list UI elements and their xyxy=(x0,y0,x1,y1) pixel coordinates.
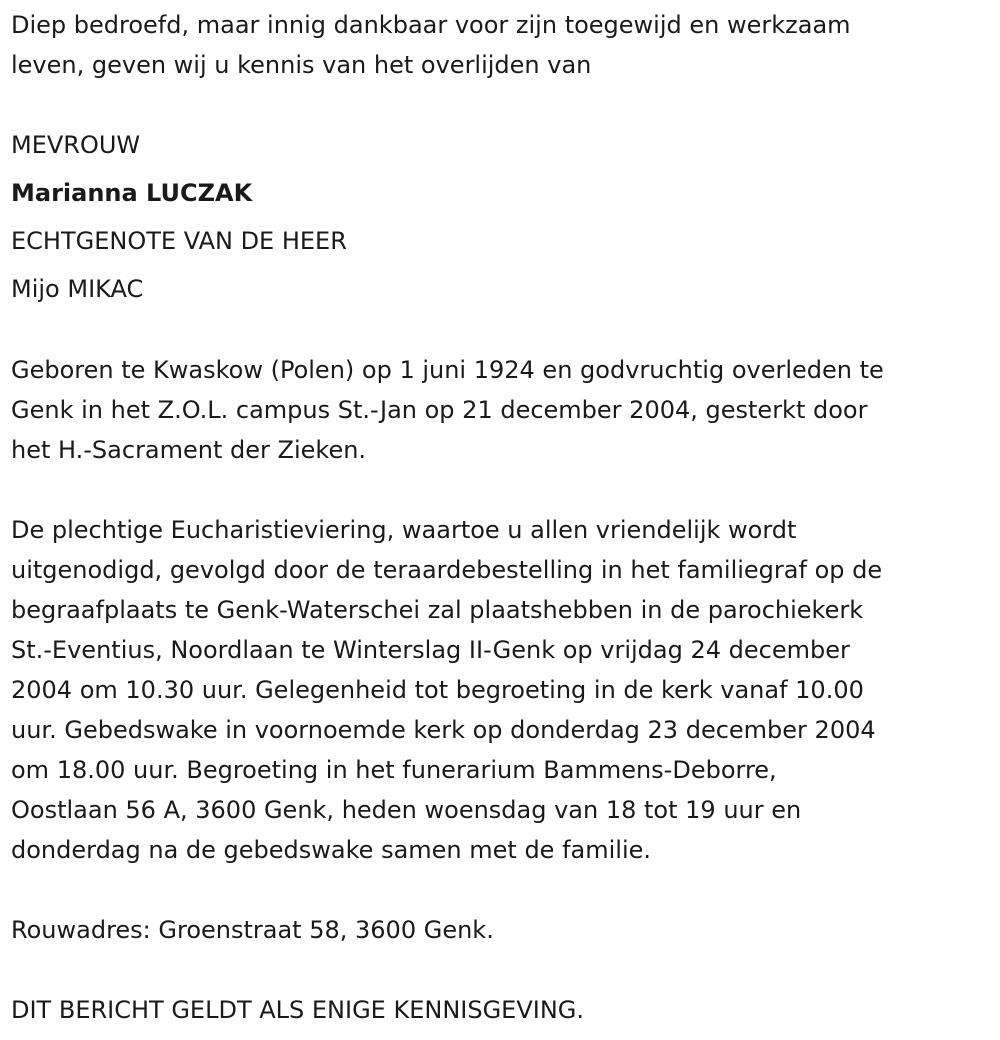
sole-notice: DIT BERICHT GELDT ALS ENIGE KENNISGEVING. xyxy=(11,996,585,1024)
ceremony-line-6: uur. Gebedswake in voornoemde kerk op donderdag 23 december 2004 xyxy=(11,716,876,744)
intro-line-2: leven, geven wij u kennis van het overlijden van xyxy=(11,51,592,79)
ceremony-line-8: Oostlaan 56 A, 3600 Genk, heden woensdag van 18 tot 19 uur en xyxy=(11,796,802,824)
ceremony-line-2: uitgenodigd, gevolgd door de teraardebestelling in het familiegraf op de xyxy=(11,556,883,584)
ceremony-line-7: om 18.00 uur. Begroeting in het funerarium Bammens-Deborre, xyxy=(11,756,777,784)
birth-death-line-2: Genk in het Z.O.L. campus St.-Jan op 21 december 2004, gesterkt door xyxy=(11,396,868,424)
mourning-address: Rouwadres: Groenstraat 58, 3600 Genk. xyxy=(11,916,494,944)
ceremony-line-3: begraafplaats te Genk-Waterschei zal plaatshebben in de parochiekerk xyxy=(11,596,864,624)
ceremony-line-9: donderdag na de gebedswake samen met de familie. xyxy=(11,836,652,864)
birth-death-line-3: het H.-Sacrament der Zieken. xyxy=(11,436,367,464)
intro-line-1: Diep bedroefd, maar innig dankbaar voor zijn toegewijd en werkzaam xyxy=(11,11,851,39)
deceased-relation: ECHTGENOTE VAN DE HEER xyxy=(11,227,347,255)
birth-death-line-1: Geboren te Kwaskow (Polen) op 1 juni 1924 en godvruchtig overleden te xyxy=(11,356,884,384)
deceased-title: MEVROUW xyxy=(11,131,141,159)
deceased-name: Marianna LUCZAK xyxy=(11,179,253,207)
spouse-name: Mijo MIKAC xyxy=(11,275,144,303)
ceremony-line-5: 2004 om 10.30 uur. Gelegenheid tot begroeting in de kerk vanaf 10.00 xyxy=(11,676,864,704)
ceremony-line-1: De plechtige Eucharistieviering, waartoe u allen vriendelijk wordt xyxy=(11,516,797,544)
ceremony-line-4: St.-Eventius, Noordlaan te Winterslag II-Genk op vrijdag 24 december xyxy=(11,636,850,664)
